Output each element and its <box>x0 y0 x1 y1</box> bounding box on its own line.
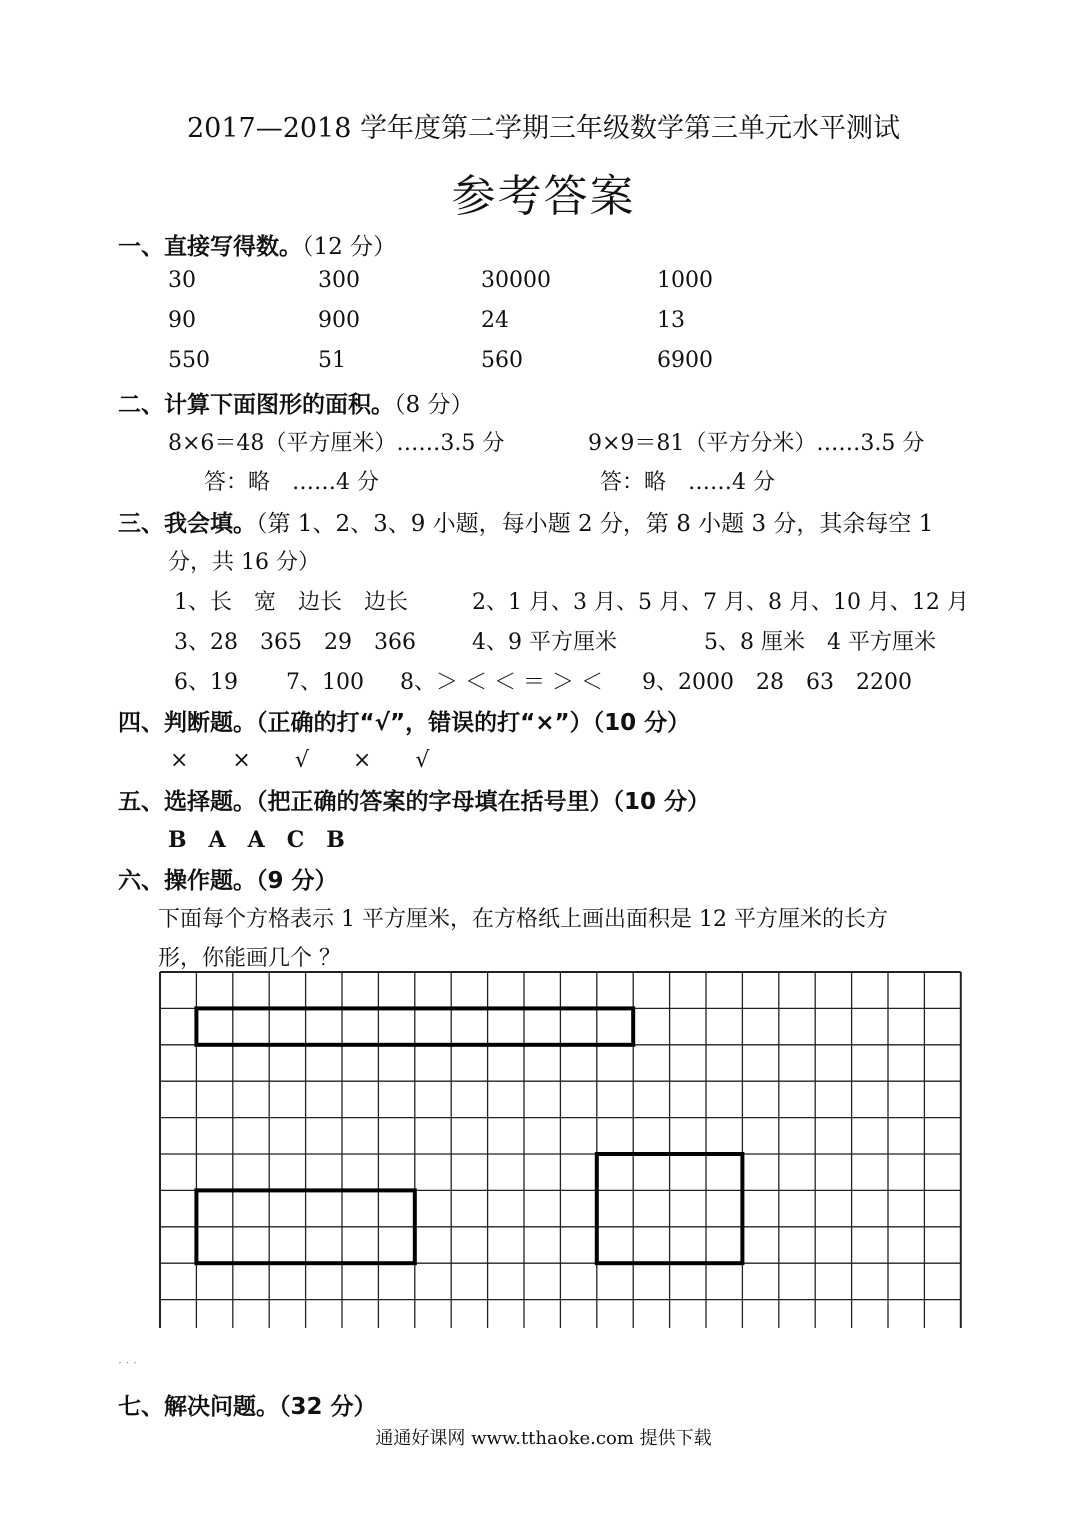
s1-r2-c3: 24 <box>481 308 509 333</box>
section-6-heading: 六、操作题。（9 分） <box>118 868 338 894</box>
section-3-points: （第 1、2、3、9 小题，每小题 2 分，第 8 小题 3 分，其余每空 1 <box>256 511 934 537</box>
section-4-heading: 四、判断题。（正确的打“√”，错误的打“×”）（10 分） <box>118 710 691 736</box>
s2-calc-1: 8×6＝48（平方厘米）……3.5 分 <box>168 431 505 456</box>
page-title: 2017—2018 学年度第二学期三年级数学第三单元水平测试 <box>186 113 900 144</box>
s1-r2-c2: 900 <box>318 308 360 333</box>
s2-answer-1: 答：略 ……4 分 <box>204 470 379 495</box>
s3-answer-6: 6、19 <box>174 670 238 695</box>
s1-r3-c3: 560 <box>481 348 523 373</box>
section-3-points-cont: 分，共 16 分） <box>168 550 320 575</box>
s3-answer-3: 3、28 365 29 366 <box>174 630 416 655</box>
section-7-heading: 七、解决问题。（32 分） <box>118 1394 377 1420</box>
section-2-points: （8 分） <box>394 392 474 418</box>
section-2-heading <box>118 386 473 419</box>
s3-answer-9: 9、2000 28 63 2200 <box>642 670 912 695</box>
s5-answers: B A A C B <box>168 827 345 853</box>
s6-description-line-1: 下面每个方格表示 1 平方厘米，在方格纸上画出面积是 12 平方厘米的长方 <box>158 907 888 932</box>
section-5-heading: 五、选择题。（把正确的答案的字母填在括号里）（10 分） <box>118 789 711 815</box>
s1-r2-c1: 90 <box>168 308 196 333</box>
s3-answer-1: 1、长 宽 边长 边长 <box>174 590 408 615</box>
s3-answer-2: 2、1 月、3 月、5 月、7 月、8 月、10 月、12 月 <box>472 590 969 615</box>
square-grid <box>158 970 962 1328</box>
s1-r1-c1: 30 <box>168 268 196 293</box>
s3-answer-4: 4、9 平方厘米 <box>472 630 617 655</box>
s3-answer-8: 8、＞ ＜ ＜ ＝ ＞ ＜ <box>400 670 603 695</box>
s1-r1-c4: 1000 <box>657 268 713 293</box>
s3-answer-7: 7、100 <box>286 670 364 695</box>
section-1-points: （12 分） <box>302 234 397 260</box>
s1-r3-c2: 51 <box>318 348 346 373</box>
s1-r1-c3: 30000 <box>481 268 551 293</box>
section-1-title: 一、直接写得数。 <box>118 234 302 260</box>
s6-description-line-2: 形，你能画几个 ？ <box>158 946 341 971</box>
faint-marks: · · · <box>118 1356 138 1370</box>
s1-r2-c4: 13 <box>657 308 685 333</box>
footer-credit: 通通好课网 www.tthaoke.com 提供下载 <box>375 1428 712 1449</box>
section-1-heading <box>118 228 396 261</box>
section-3-heading <box>118 505 933 538</box>
s1-r3-c1: 550 <box>168 348 210 373</box>
s3-answer-5: 5、8 厘米 4 平方厘米 <box>704 630 936 655</box>
s1-r3-c4: 6900 <box>657 348 713 373</box>
section-2-title: 二、计算下面图形的面积。 <box>118 392 394 418</box>
s2-calc-2: 9×9＝81（平方分米）……3.5 分 <box>588 431 925 456</box>
s2-answer-2: 答：略 ……4 分 <box>600 470 775 495</box>
section-3-title: 三、我会填。 <box>118 511 256 537</box>
s1-r1-c2: 300 <box>318 268 360 293</box>
page-subtitle: 参考答案 <box>451 171 636 222</box>
s4-answers: × × √ × √ <box>170 748 430 773</box>
